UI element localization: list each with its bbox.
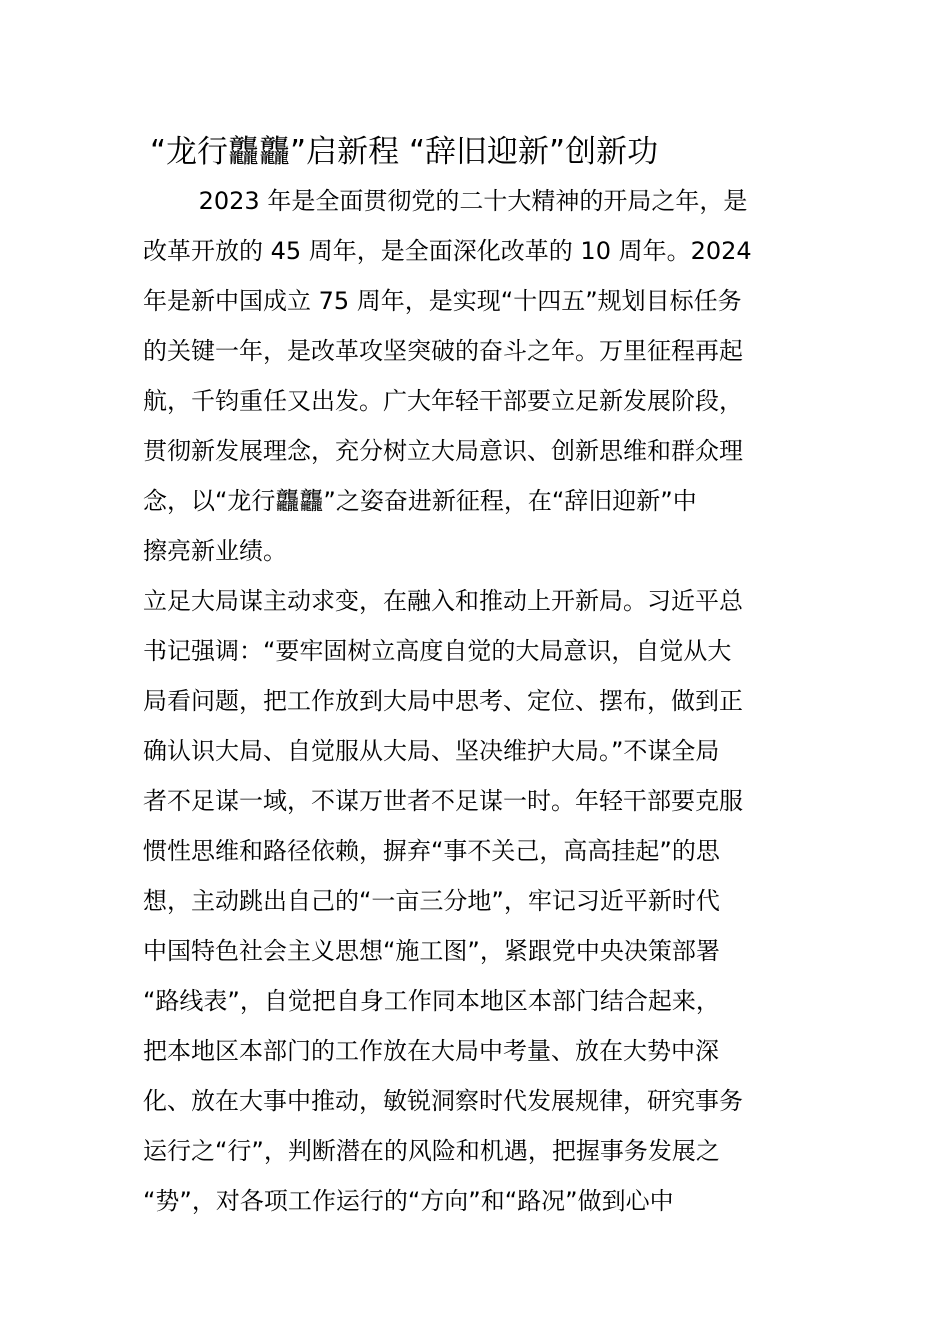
paragraph-line: “势”，对各项工作运行的“方向”和“路况”做到心中	[143, 1187, 674, 1215]
paragraph-line: 改革开放的 45 周年，是全面深化改革的 10 周年。2024	[143, 237, 752, 265]
paragraph-line: 局看问题，把工作放到大局中思考、定位、摆布，做到正	[143, 687, 743, 715]
paragraph-line: 把本地区本部门的工作放在大局中考量、放在大势中深	[143, 1037, 719, 1065]
paragraph-line: 擦亮新业绩。	[143, 537, 287, 565]
paragraph-line: 者不足谋一域，不谋万世者不足谋一时。年轻干部要克服	[143, 787, 743, 815]
paragraph-line: 贯彻新发展理念，充分树立大局意识、创新思维和群众理	[143, 437, 743, 465]
paragraph-intro	[143, 176, 813, 576]
paragraph-line: “路线表”，自觉把自身工作同本地区本部门结合起来，	[143, 987, 720, 1015]
paragraph-line: 惯性思维和路径依赖，摒弃“事不关己，高高挂起”的思	[143, 837, 720, 865]
document-title: “龙行龘龘”启新程 “辞旧迎新”创新功	[150, 134, 659, 170]
paragraph-line: 想，主动跳出自己的“一亩三分地”，牢记习近平新时代	[143, 887, 720, 915]
paragraph-line: 2023 年是全面贯彻党的二十大精神的开局之年，是	[143, 187, 748, 215]
paragraph-line: 立足大局谋主动求变，在融入和推动上开新局。习近平总	[143, 587, 743, 615]
paragraph-line: 的关键一年，是改革攻坚突破的奋斗之年。万里征程再起	[143, 337, 743, 365]
paragraph-line: 确认识大局、自觉服从大局、坚决维护大局。”不谋全局	[143, 737, 720, 765]
paragraph-line: 化、放在大事中推动，敏锐洞察时代发展规律，研究事务	[143, 1087, 743, 1115]
paragraph-line: 运行之“行”，判断潜在的风险和机遇，把握事务发展之	[143, 1137, 720, 1165]
paragraph-section-1	[143, 576, 813, 1226]
paragraph-line: 年是新中国成立 75 周年，是实现“十四五”规划目标任务	[143, 287, 742, 315]
paragraph-line: 书记强调：“要牢固树立高度自觉的大局意识，自觉从大	[143, 637, 732, 665]
paragraph-line: 航，千钧重任又出发。广大年轻干部要立足新发展阶段，	[143, 387, 743, 415]
paragraph-line: 中国特色社会主义思想“施工图”，紧跟党中央决策部署	[143, 937, 720, 965]
paragraph-line: 念，以“龙行龘龘”之姿奋进新征程，在“辞旧迎新”中	[143, 487, 697, 515]
